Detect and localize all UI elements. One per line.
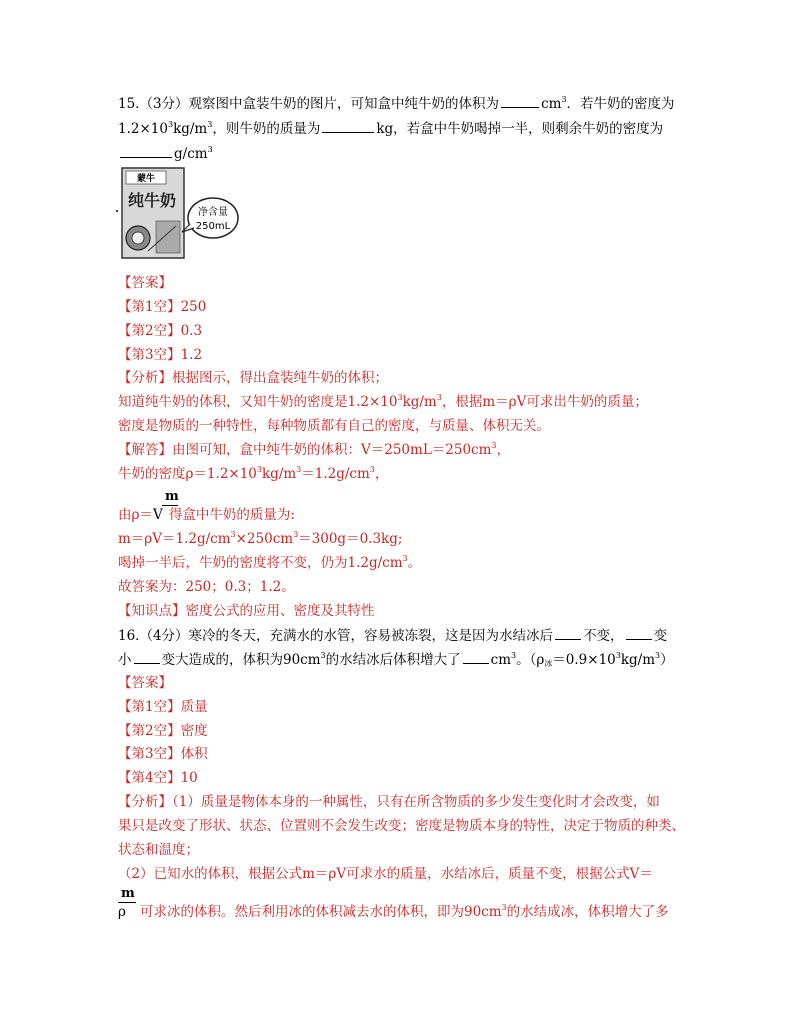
q16-answer-header: 【答案】 [118,675,172,691]
fraction-numerator-2: m [121,886,135,901]
fraction-denominator-2: ρ [118,904,126,920]
figure-bubble-line-2: 250mL [195,221,231,232]
answer-blank-2[interactable] [626,626,652,640]
fraction-denominator: V [152,507,163,523]
q15-analysis-line-2: 知道纯牛奶的体积，又知牛奶的密度是$1.2\times 10^3kg/m^3$，根据m＝ρV可求出牛奶的质量； [118,393,648,410]
q15-analysis-line-1: 【分析】根据图示，得出盒装纯牛奶的体积； [118,370,388,386]
q15-solution-line-5: 喝掉一半后，牛奶的密度将不变，仍为$1.2g/cm^3$。 [118,554,422,571]
q16-question-line-1: 16.（4分）寒冷的冬天，充满水的水管，容易被冻裂，这是因为水结冰后 不变， 变 [118,628,668,644]
answer-blank-1[interactable] [501,94,539,108]
answer-blank-3[interactable] [120,144,172,158]
figure-product-text: 纯牛奶 [128,191,177,210]
q15-answer-blank-1: 【第1空】250 [118,299,207,315]
q15-answer-blank-2: 【第2空】0.3 [118,323,203,339]
answer-blank-3[interactable] [134,650,160,664]
fraction-numerator: m [165,489,179,504]
q16-analysis-line-5: ρ 可求冰的体积。然后利用冰的体积减去水的体积，即为$90cm^3$的水结成冰，体积增大了多 [118,903,669,920]
q15-solution-line-3: 由ρ＝V 得盒中牛奶的质量为: [118,507,295,523]
answer-blank-1[interactable] [555,626,581,640]
q16-answer-blank-2: 【第2空】密度 [118,723,208,739]
q15-question-line-1: 15.（3分）观察图中盒装牛奶的图片，可知盒中纯牛奶的体积为 $cm^3$．若牛奶的密度为 [118,95,675,112]
q16-analysis-line-2: 果只是改变了形状、状态、位置则不会发生改变；密度是物质本身的特性，决定于物质的种类、 [118,818,685,834]
q16-analysis-line-1: 【分析】（1）质量是物体本身的一种属性，只有在所含物质的多少发生变化时才会改变，如 [118,794,660,810]
q15-knowledge-point: 【知识点】密度公式的应用、密度及其特性 [118,603,375,619]
answer-blank-4[interactable] [463,650,489,664]
q16-answer-blank-3: 【第3空】体积 [118,746,208,762]
figure-bubble-line-1: 净含量 [198,207,228,218]
answer-blank-2[interactable] [322,119,374,133]
milk-carton-figure [118,166,240,260]
q16-analysis-line-3: 状态和温度； [118,842,199,858]
q16-question-line-2: 小 变大造成的，体积为$90cm^3$的水结冰后体积增大了 $cm^3$。$(\rho_冰=0.9\times 10^3kg/m^3)$ [118,651,674,668]
q15-solution-line-4: $m=\rho V=1.2g/cm^3\times 250cm^3=300g=0.3kg$; [118,530,403,547]
q15-question-line-2: $1.2\times 10^3kg/m^3$，则牛奶的质量为 kg，若盒中牛奶喝掉一半，则剩余牛奶的密度为 [118,120,664,137]
q15-question-line-3: $g/cm^3$ [118,144,213,163]
figure-brand-text: 蒙牛 [136,174,156,184]
q15-solution-line-1: 【解答】由图可知，盒中纯牛奶的体积：$V=250mL=250cm^3$， [118,441,511,458]
q15-answer-blank-3: 【第3空】1.2 [118,347,203,363]
q15-solution-line-6: 故答案为：250；0.3；1.2。 [118,579,295,595]
q15-solution-line-2: 牛奶的密度$\rho=1.2\times 10^3kg/m^3=1.2g/cm^3$， [118,465,389,482]
q16-answer-blank-1: 【第1空】质量 [118,699,208,715]
q16-answer-blank-4: 【第4空】10 [118,770,198,786]
q15-answer-header: 【答案】 [118,275,172,291]
q15-analysis-line-3: 密度是物质的一种特性，每种物质都有自己的密度，与质量、体积无关。 [118,418,550,434]
q16-analysis-line-4: （2）已知水的体积，根据公式m＝ρV可求水的质量，水结冰后，质量不变，根据公式V＝ [118,866,653,882]
